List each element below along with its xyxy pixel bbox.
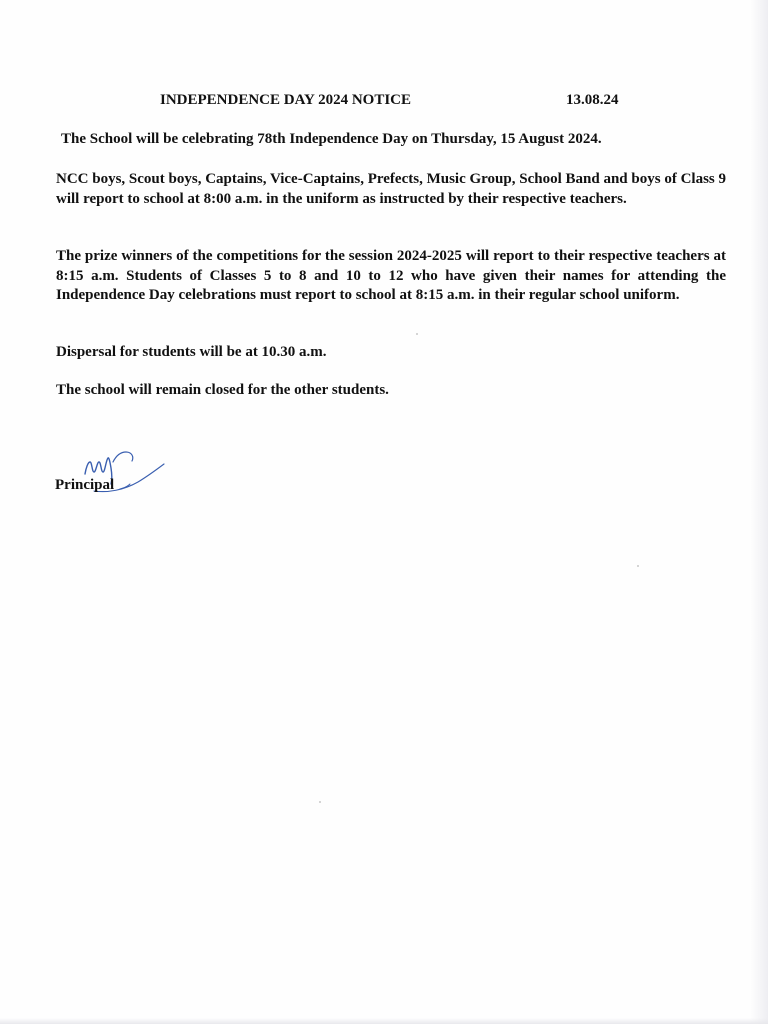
notice-date: 13.08.24 xyxy=(566,92,619,108)
scan-edge-right xyxy=(750,0,768,1024)
scan-speck xyxy=(319,801,321,803)
paragraph-dispersal: Dispersal for students will be at 10.30 a.m. xyxy=(56,344,327,360)
paragraph-closure: The school will remain closed for the other students. xyxy=(56,382,389,398)
paragraph-prize-winners: The prize winners of the competitions for the session 2024-2025 will report to their respective teachers at 8:15 a.m. Students of Classes 5 to 8 and 10 to 12 who have given their names for attending the Independence Day celebrations must report to school at 8:15 a.m. in their regular school uniform. xyxy=(56,248,726,303)
signatory-label: Principal xyxy=(55,477,115,493)
scan-speck xyxy=(416,333,418,335)
scan-speck xyxy=(637,565,639,567)
paragraph-celebration: The School will be celebrating 78th Independence Day on Thursday, 15 August 2024. xyxy=(61,131,602,147)
scan-edge-bottom xyxy=(0,1018,768,1024)
paragraph-reporting-groups: NCC boys, Scout boys, Captains, Vice-Captains, Prefects, Music Group, School Band and boys of Class 9 will report to school at 8:00 a.m. in the uniform as instructed by their respective teachers. xyxy=(56,171,726,207)
notice-title: INDEPENDENCE DAY 2024 NOTICE xyxy=(160,92,412,108)
